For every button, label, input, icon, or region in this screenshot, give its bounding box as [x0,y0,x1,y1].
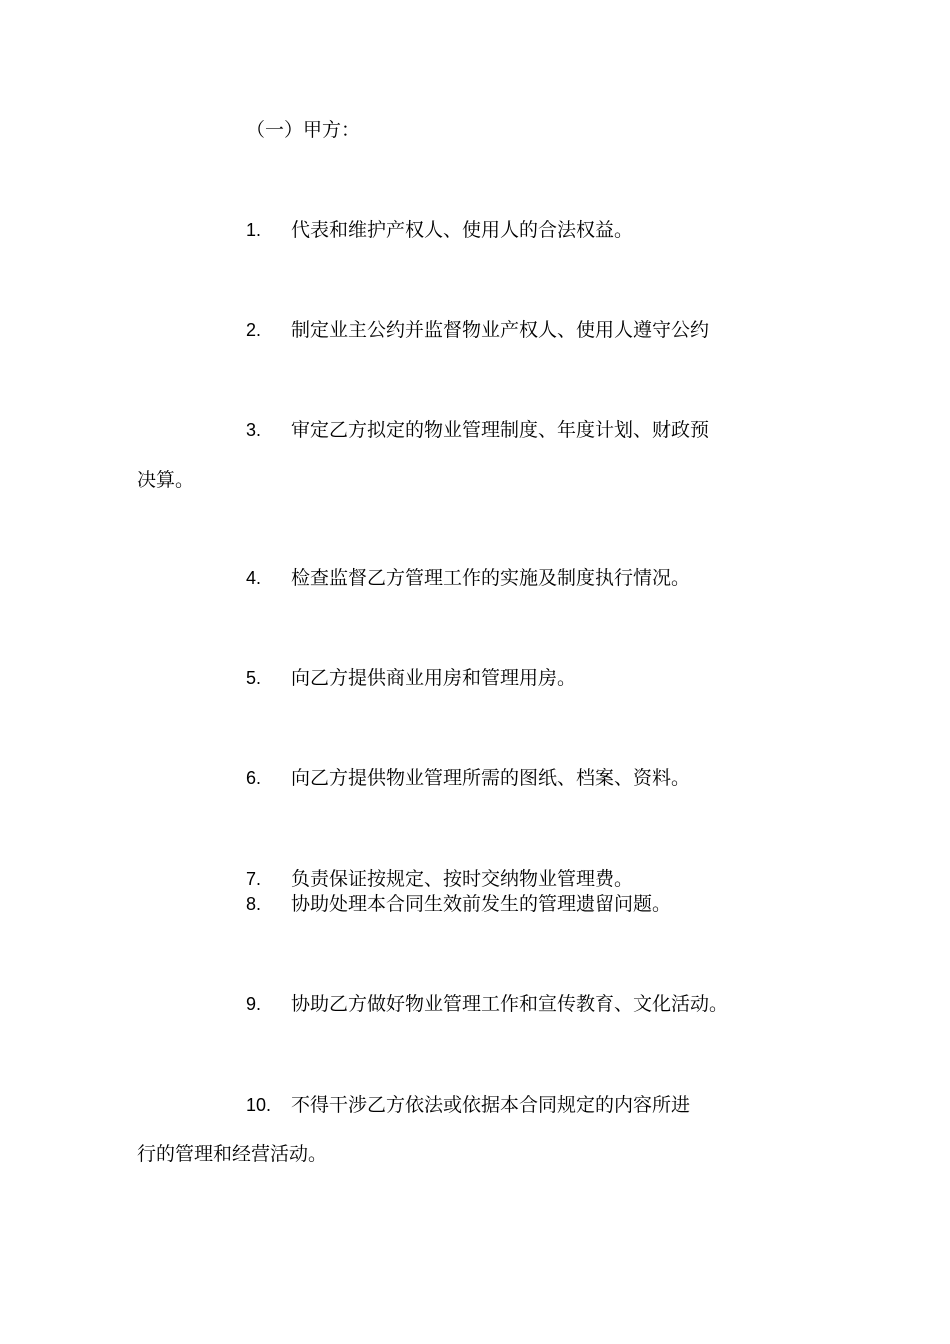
item-text: 向乙方提供物业管理所需的图纸、档案、资料。 [291,767,691,789]
item-number: 1. [246,220,262,240]
item-number: 9. [246,994,262,1014]
item-number: 6. [246,768,262,788]
item-text: 协助乙方做好物业管理工作和宣传教育、文化活动。 [291,993,729,1015]
item-text: 检查监督乙方管理工作的实施及制度执行情况。 [291,567,691,589]
item-number: 10. [246,1095,272,1115]
item-number: 4. [246,568,262,588]
item-number: 8. [246,894,262,914]
item-text: 代表和维护产权人、使用人的合法权益。 [291,219,634,241]
item-continuation: 行的管理和经营活动。 [137,1143,328,1165]
item-text: 制定业主公约并监督物业产权人、使用人遵守公约 [291,319,710,341]
item-text: 不得干涉乙方依法或依据本合同规定的内容所进 [291,1094,691,1116]
item-text: 负责保证按规定、按时交纳物业管理费。 [291,868,634,890]
item-number: 5. [246,668,262,688]
item-text: 审定乙方拟定的物业管理制度、年度计划、财政预 [291,419,710,441]
item-text: 向乙方提供商业用房和管理用房。 [291,667,577,689]
item-number: 3. [246,420,262,440]
item-text: 协助处理本合同生效前发生的管理遗留问题。 [291,893,672,915]
item-continuation: 决算。 [137,469,195,491]
section-heading: （一）甲方： [246,119,361,141]
item-number: 7. [246,869,262,889]
item-number: 2. [246,320,262,340]
